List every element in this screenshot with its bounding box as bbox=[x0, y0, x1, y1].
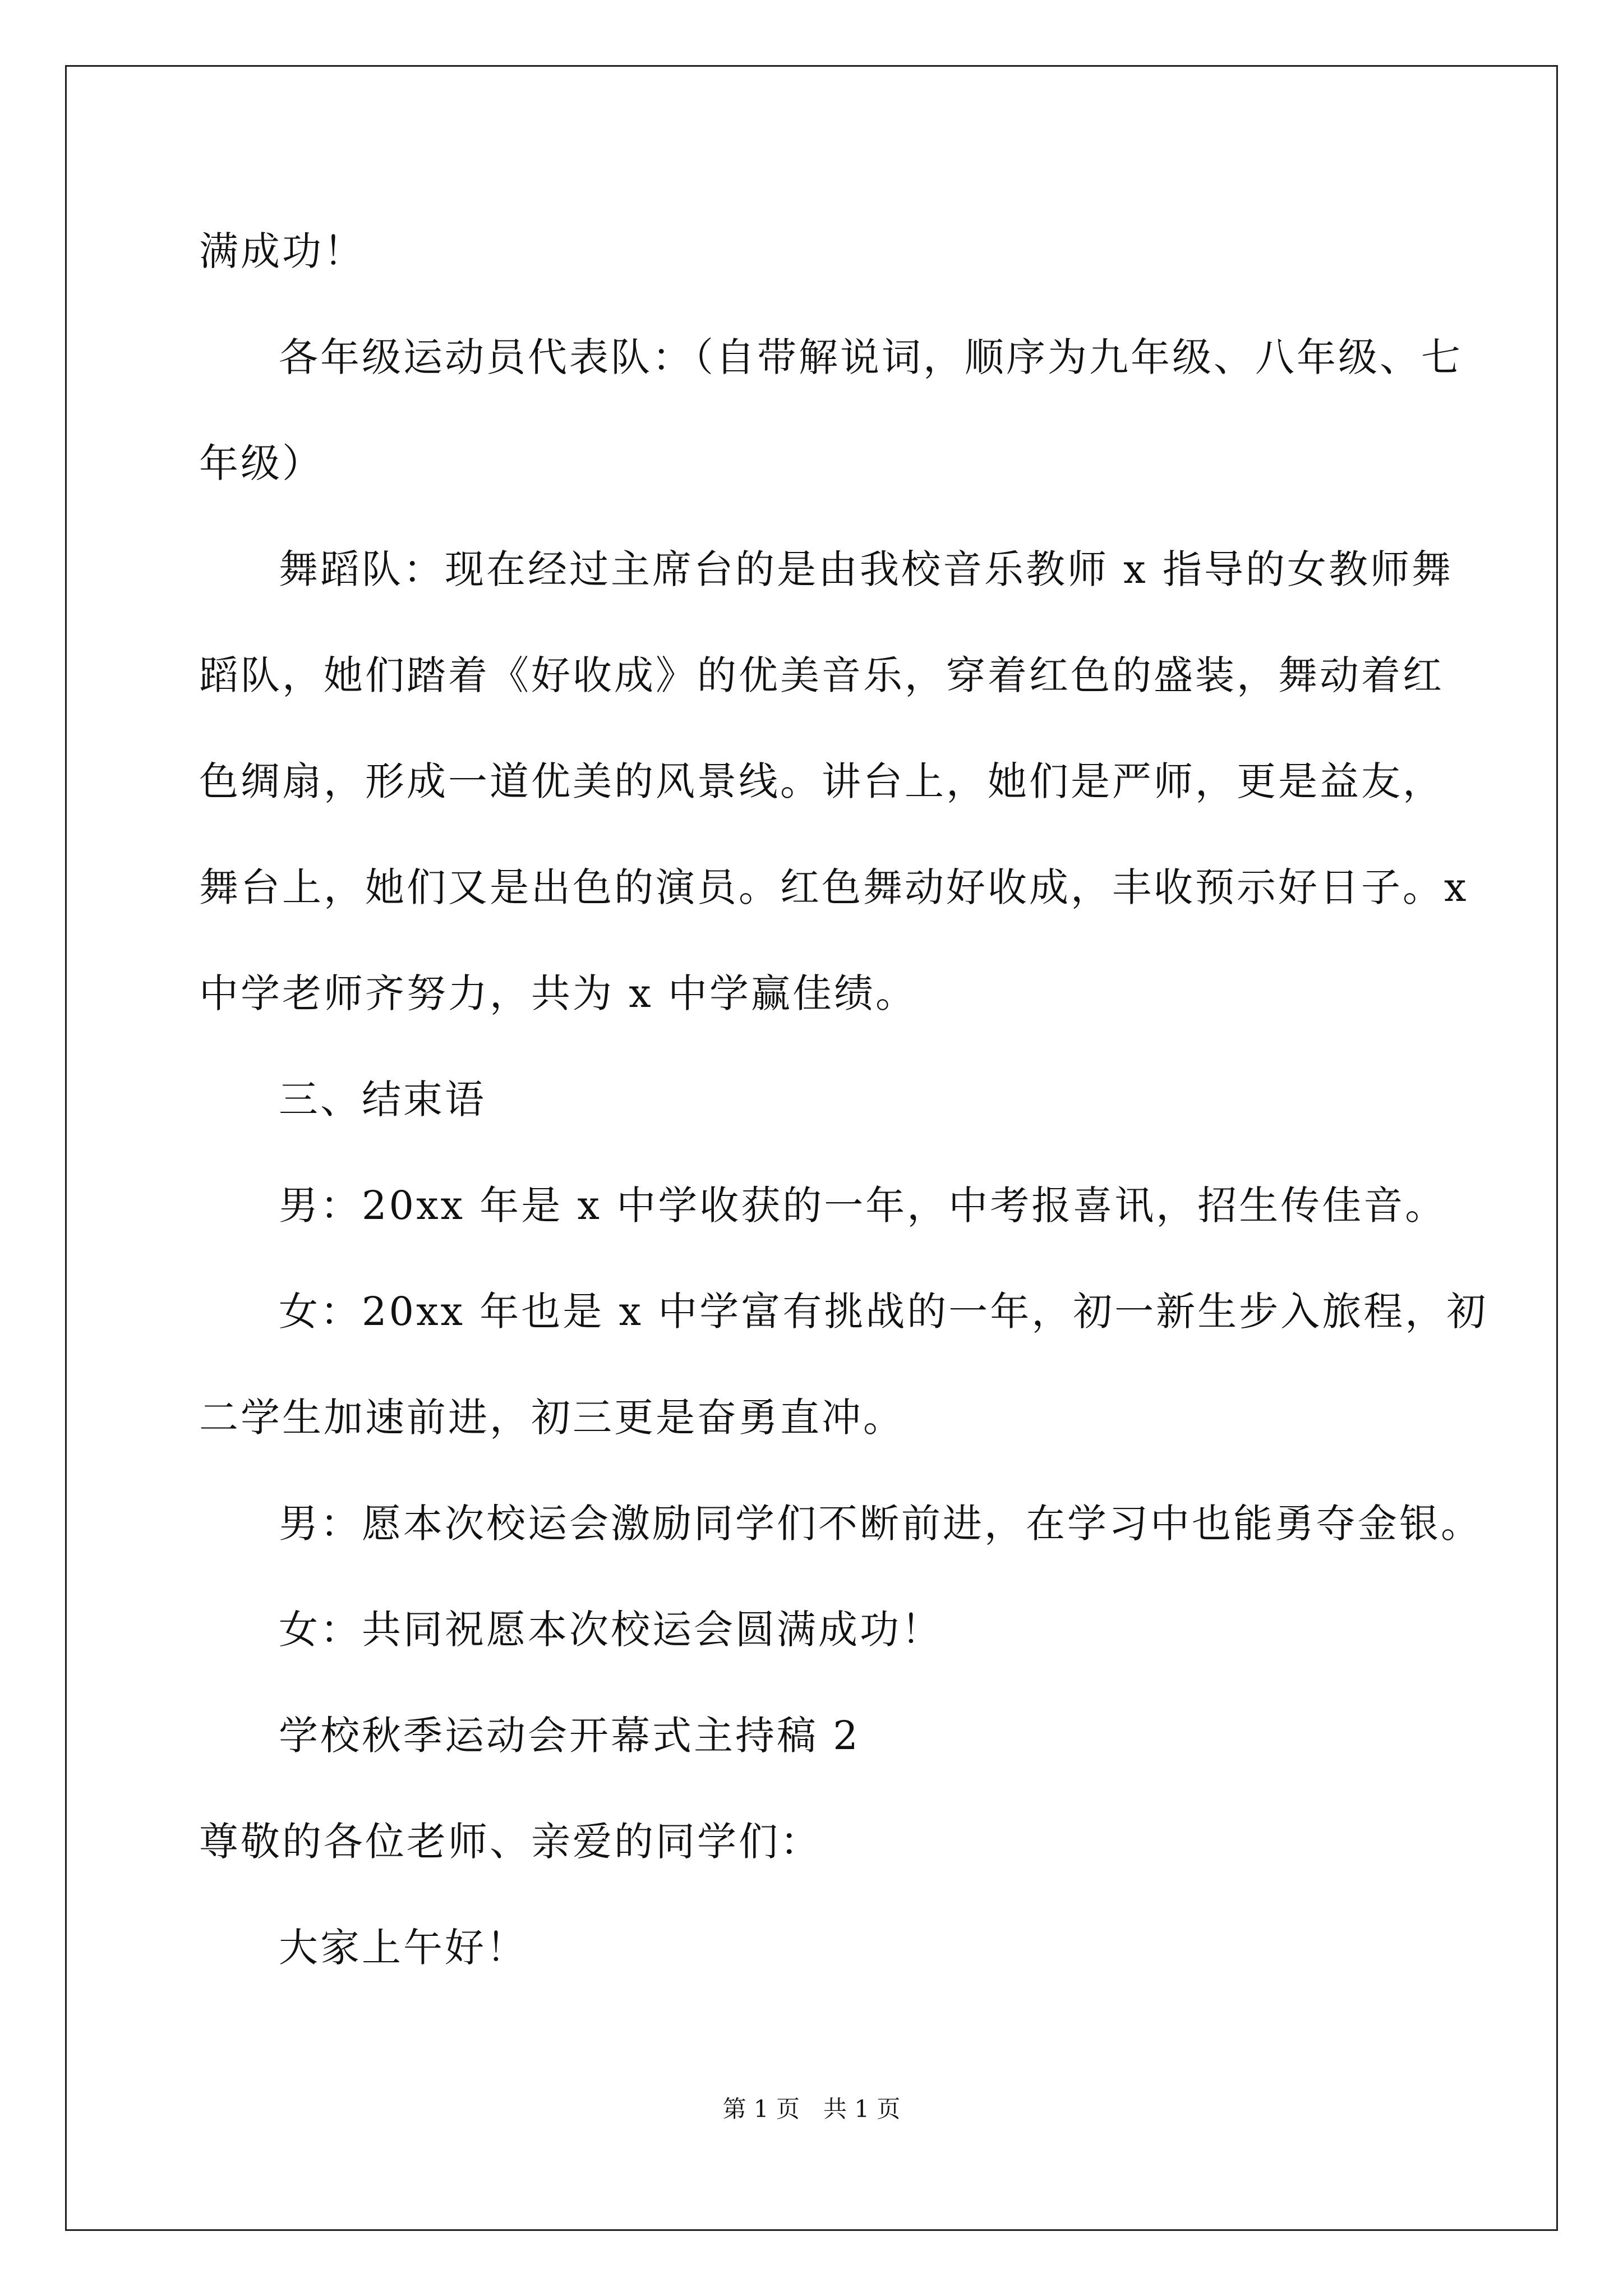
page-frame bbox=[65, 65, 1558, 2231]
text-line: 年级） bbox=[199, 440, 324, 486]
text-line: 满成功！ bbox=[199, 228, 365, 274]
text-line: 中学老师齐努力，共为 x 中学赢佳绩。 bbox=[199, 970, 917, 1016]
text-line: 女：20xx 年也是 x 中学富有挑战的一年，初一新生步入旅程，初 bbox=[279, 1289, 1488, 1335]
page-number-footer: 第 1 页 共 1 页 bbox=[722, 2095, 901, 2123]
text-line: 男：20xx 年是 x 中学收获的一年，中考报喜讯，招生传佳音。 bbox=[279, 1182, 1447, 1228]
text-line: 女：共同祝愿本次校运会圆满成功！ bbox=[279, 1607, 943, 1653]
text-line: 舞蹈队：现在经过主席台的是由我校音乐教师 x 指导的女教师舞 bbox=[279, 546, 1453, 592]
section-heading: 三、结束语 bbox=[279, 1076, 486, 1122]
text-line: 男：愿本次校运会激励同学们不断前进，在学习中也能勇夺金银。 bbox=[279, 1501, 1482, 1547]
salutation: 尊敬的各位老师、亲爱的同学们： bbox=[199, 1819, 822, 1865]
text-line: 蹈队，她们踏着《好收成》的优美音乐，穿着红色的盛装，舞动着红 bbox=[199, 652, 1444, 698]
greeting: 大家上午好！ bbox=[279, 1925, 528, 1971]
text-line: 各年级运动员代表队：（自带解说词，顺序为九年级、八年级、七 bbox=[279, 334, 1463, 380]
document-title: 学校秋季运动会开幕式主持稿 2 bbox=[279, 1713, 860, 1759]
text-line: 舞台上，她们又是出色的演员。红色舞动好收成，丰收预示好日子。x bbox=[199, 864, 1469, 910]
text-line: 二学生加速前进，初三更是奋勇直冲。 bbox=[199, 1395, 905, 1441]
text-line: 色绸扇，形成一道优美的风景线。讲台上，她们是严师，更是益友， bbox=[199, 758, 1444, 804]
